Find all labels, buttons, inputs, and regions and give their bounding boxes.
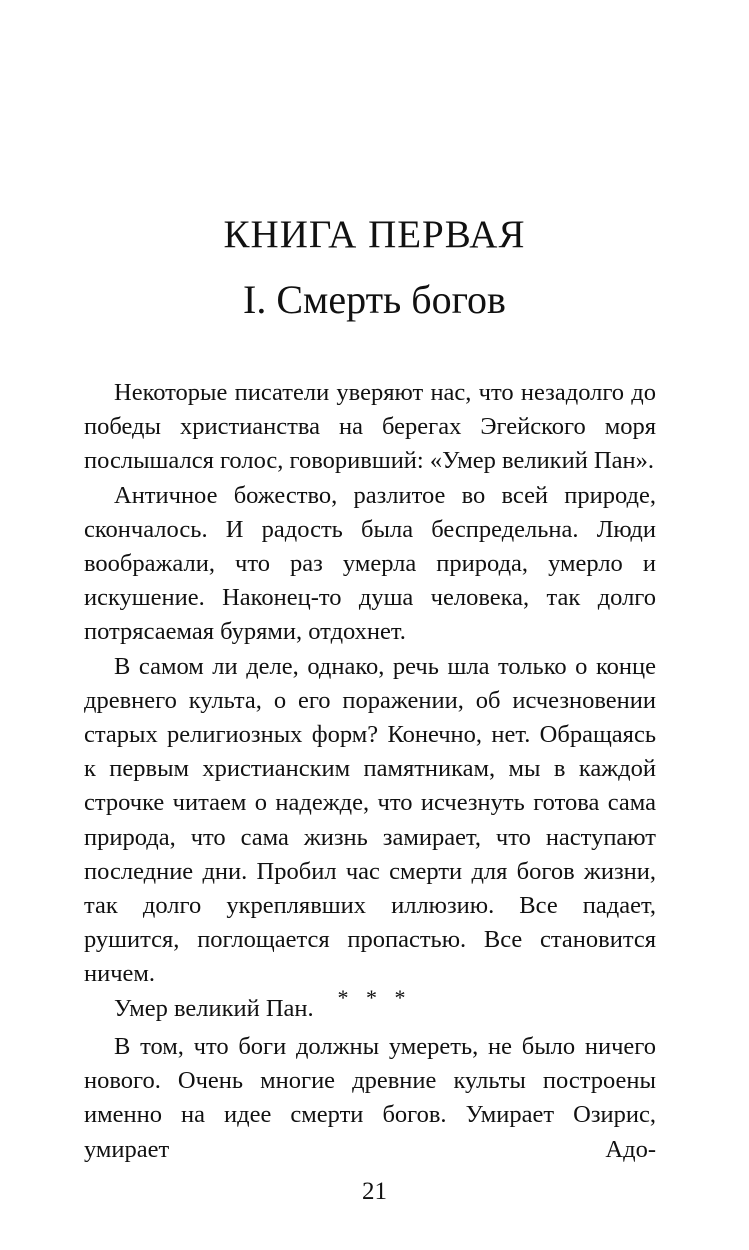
paragraph-4: Умер великий Пан. bbox=[114, 994, 314, 1022]
paragraph-2: Античное божество, разлитое во всей природе, скончалось. И радость была беспредельна. Люди воображали, что раз умерла природа, умерло и искушение. Наконец-то душа человека, так долго потрясаемая бурями, отдохнет. bbox=[84, 481, 656, 646]
body-text-section-2 bbox=[84, 1030, 656, 1167]
paragraph-1: Некоторые писатели уверяют нас, что незадолго до победы христианства на берегах Эгейского моря послышался голос, говоривший: «Умер великий Пан». bbox=[84, 379, 656, 475]
book-title: КНИГА ПЕРВАЯ bbox=[223, 213, 526, 256]
section-separator: * * * bbox=[337, 985, 412, 1010]
paragraph-3: В самом ли деле, однако, речь шла только о конце древнего культа, о его поражении, об исчезновении старых религиозных форм? Конечно, нет. Обращаясь к первым христианским памятникам, мы в каждой строчке читаем о надежде, что исчезнуть готова сама природа, что сама жизнь замирает, что наступают последние дни. Пробил час смерти для богов жизни, так долго укреплявших иллюзию. Все падает, рушится, поглощается пропастью. Все становится ничем. bbox=[84, 652, 656, 988]
paragraph-5: В том, что боги должны умереть, не было ничего нового. Очень многие древние культы построены именно на идее смерти богов. Умирает Озирис, умирает Адо- bbox=[84, 1033, 656, 1163]
body-text-section-1 bbox=[84, 376, 656, 1026]
page-number: 21 bbox=[362, 1178, 387, 1205]
chapter-title: I. Смерть богов bbox=[243, 277, 506, 322]
